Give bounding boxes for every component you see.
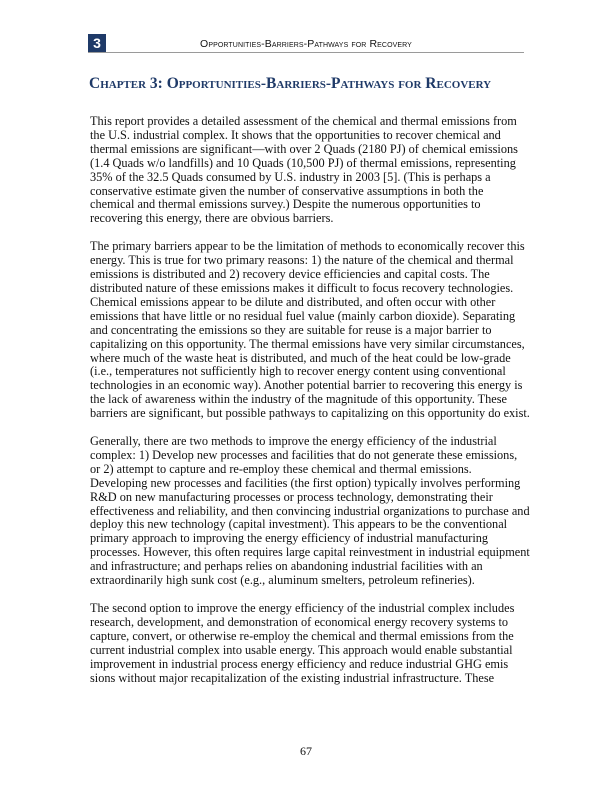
chapter-heading: Chapter 3: Opportunities-Barriers-Pathways for Recovery: [89, 75, 492, 92]
paragraph-barriers: The primary barriers appear to be the limitation of methods to economically recover this energy. This is true for two primary reasons: 1) the nature of the chemical and thermal emissions is distributed and 2) recovery device efficiencies and capital costs. The distributed nature of these emissions makes it difficult to focus recovery technologies. Chemical emissions appear to be dilute and distributed, and often occur with other emissions that have little or no residual fuel value (mainly carbon dioxide). Separating and concentrating the emissions so they are suitable for reuse is a major barrier to capitalizing on this opportunity. The thermal emissions have very similar circumstances, where much of the waste heat is distributed, and much of the heat could be low-grade (i.e., temperatures not sufficiently high to recover energy content using conventional technologies in an economic way). Another potential barrier to recovering this energy is the lack of awareness within the industry of the magnitude of this opportunity. These barriers are significant, but possible pathways to capitalizing on this opportunity do exist.: [90, 239, 530, 421]
running-title: Opportunities-Barriers-Pathways for Recovery: [200, 38, 412, 50]
paragraph-second-option: The second option to improve the energy efficiency of the industrial complex includes research, development, and demonstration of economical energy recovery systems to capture, convert, or otherwise re-employ the chemical and thermal emissions from the current industrial complex into usable energy. This approach would enable substantial improvement in industrial process energy efficiency and reduce industrial GHG emis sions without major recapitalization of the existing industrial infrastructure. These: [90, 601, 515, 685]
chapter-number-badge: 3: [88, 34, 106, 52]
running-header: [88, 34, 524, 53]
page-number: 67: [300, 744, 312, 758]
body-text: [90, 115, 530, 699]
paragraph-opportunities: This report provides a detailed assessment of the chemical and thermal emissions from the U.S. industrial complex. It shows that the opportunities to recover chemical and thermal emissions are significant—with over 2 Quads (2180 PJ) of chemical emissions (1.4 Quads w/o landfills) and 10 Quads (10,500 PJ) of thermal emissions, representing 35% of the 32.5 Quads consumed by U.S. industry in 2003 [5]. (This is perhaps a conservative estimate given the number of conservative assumptions in both the chemical and thermal emissions survey.) Despite the numerous opportunities to recovering this energy, there are obvious barriers.: [90, 114, 518, 226]
paragraph-methods: Generally, there are two methods to improve the energy efficiency of the industrial complex: 1) Develop new processes and facilities that do not generate these emissions, or 2) attempt to capture and re-employ these chemical and thermal emissions. Developing new processes and facilities (the first option) typically involves performing R&D on new manufacturing processes or process technology, demonstrating their effectiveness and reliability, and then convincing industrial organizations to purchase and deploy this new technology (capital investment). This appears to be the conventional primary approach to improving the energy efficiency of industrial manufacturing processes. However, this often requires large capital reinvestment in industrial equipment and infrastructure; and perhaps relies on abandoning industrial facilities with an extraordinarily high sunk cost (e.g., aluminum smelters, petroleum refineries).: [90, 434, 530, 588]
